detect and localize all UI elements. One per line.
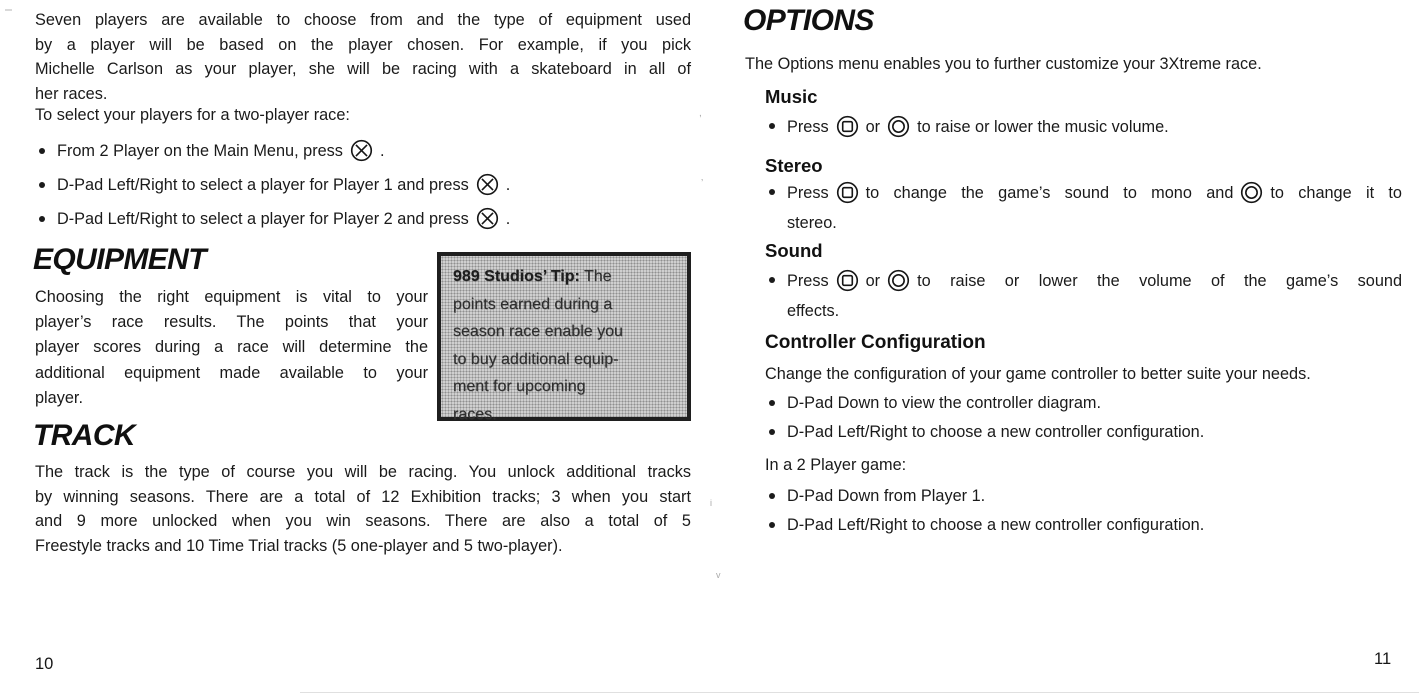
bullet-text: From 2 Player on the Main Menu, press [57,142,343,160]
bullet-text: Press [787,184,829,202]
bullet-text: stereo. [787,213,837,232]
bullet-text: Press [787,118,829,136]
track-paragraph [35,460,691,558]
bullet-text: D-Pad Down to view the controller diagram. [787,394,1102,412]
track-heading: TRACK [33,419,135,452]
bullet-text: or [865,272,881,290]
scan-artifact: i [710,498,712,508]
scan-artifact: ’ [701,178,704,189]
bullet-text: Press [787,272,829,290]
circle-button-icon [887,115,910,138]
bullet-text: D-Pad Down from Player 1. [787,487,986,505]
paragraph-line: by winning seasons. There are a total of 12 Exhibition tracks; 3 when you start [35,487,691,506]
bullet-text: to change it to [1270,184,1402,202]
tip-label: 989 Studios’ Tip: [453,268,580,285]
controller-config-subheading: Controller Configuration [765,332,986,353]
paragraph-line: player scores during a race will determine the [35,338,428,357]
bullet-text: D-Pad Left/Right to select a player for Player 2 and press [57,210,469,228]
options-intro: The Options menu enables you to further customize your 3Xtreme race. [745,55,1262,73]
bullet-dot [769,429,775,435]
stereo-subheading: Stereo [765,155,823,176]
bullet-dot [39,216,45,222]
circle-button-icon [1240,181,1263,204]
bullet-text: to raise or lower the music volume. [917,118,1169,136]
bullet-item [769,267,1402,326]
scan-artifact: , [699,108,702,119]
bullet-item [769,512,1401,538]
scan-edge-line [300,692,1419,694]
tip-text-line: season race enable you [453,323,623,340]
bullet-dot [769,277,775,283]
equipment-heading: EQUIPMENT [33,243,206,276]
paragraph-line: by a player will be based on the player chosen. For example, if you pick [35,35,691,54]
bullet-text: . [505,176,511,194]
paragraph-line: additional equipment made available to your [35,363,428,382]
bullet-item [769,419,1401,445]
page-number-right: 11 [1374,650,1392,668]
bullet-dot [39,182,45,188]
bullet-item [769,483,1401,509]
music-subheading: Music [765,86,818,107]
bullet-text: effects. [787,301,840,320]
bullet-text: D-Pad Left/Right to choose a new controller configuration. [787,423,1205,441]
tip-text-line: The [579,268,612,285]
tip-text-line: to buy additional equip- [453,350,619,368]
bullet-item [39,172,679,198]
square-button-icon [836,269,859,292]
studios-tip-box [437,252,691,421]
scan-artifact: v [716,570,721,580]
cross-button-icon [476,173,499,196]
bullet-text: . [505,210,511,228]
bullet-item [39,138,679,164]
tip-text-line: ment for upcoming [453,378,586,395]
cross-button-icon [350,139,373,162]
bullet-dot [769,123,775,129]
bullet-item [769,390,1401,416]
paragraph-line: Seven players are available to choose from and the type of equipment used [35,11,691,29]
circle-button-icon [887,269,910,292]
bullet-dot [769,493,775,499]
tip-text-line: points earned during a [453,295,613,313]
bullet-text: to raise or lower the volume of the game’s sound [917,272,1402,290]
bullet-dot [769,400,775,406]
controller-config-body: Change the configuration of your game controller to better suite your needs. [765,365,1311,383]
bullet-dot [39,148,45,154]
bullet-text: . [379,142,385,160]
two-player-line: In a 2 Player game: [765,456,907,474]
paragraph-line: player. [35,388,83,407]
intro-paragraph [35,8,691,106]
paragraph-line: and 9 more unlocked when you win seasons. There are also a total of 5 [35,512,691,530]
square-button-icon [836,181,859,204]
options-heading: OPTIONS [743,4,874,37]
scan-artifact [5,9,12,11]
bullet-dot [769,522,775,528]
bullet-text: D-Pad Left/Right to select a player for Player 1 and press [57,176,469,194]
paragraph-line: The track is the type of course you will be racing. You unlock additional tracks [35,463,691,481]
cross-button-icon [476,207,499,230]
bullet-text: to change the game’s sound to mono and [865,184,1234,202]
select-players-line: To select your players for a two-player race: [35,106,350,124]
bullet-item [769,113,1401,143]
paragraph-line: Freestyle tracks and 10 Time Trial tracks (5 one-player and 5 two-player). [35,536,563,555]
equipment-paragraph [35,285,428,411]
bullet-text: or [865,118,881,136]
bullet-text: D-Pad Left/Right to choose a new controller configuration. [787,516,1205,534]
paragraph-line: Michelle Carlson as your player, she will be racing with a skateboard in all of [35,60,691,78]
bullet-item [39,206,679,232]
paragraph-line: player’s race results. The points that your [35,313,428,332]
square-button-icon [836,115,859,138]
bullet-dot [769,189,775,195]
tip-text-line: races. [453,405,497,423]
bullet-item [769,179,1402,238]
paragraph-line: her races. [35,84,108,103]
page-number-left: 10 [35,655,54,673]
sound-subheading: Sound [765,240,823,261]
paragraph-line: Choosing the right equipment is vital to your [35,288,428,306]
